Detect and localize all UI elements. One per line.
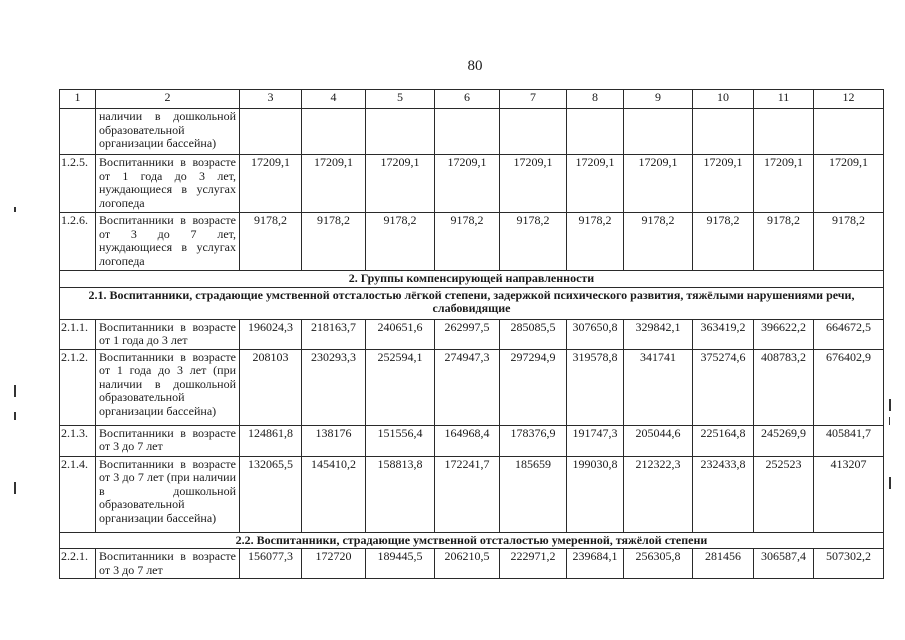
value-cell: 132065,5 <box>240 456 302 532</box>
row-description: Воспитанники в возрасте от 1 года до 3 лет, нуждающиеся в услугах логопеда <box>96 155 240 213</box>
value-cell: 297294,9 <box>500 349 567 425</box>
section-row <box>60 287 884 319</box>
value-cell: 172720 <box>302 549 366 579</box>
row-index: 1.2.6. <box>60 213 96 271</box>
header-row <box>60 90 884 109</box>
value-cell: 172241,7 <box>435 456 500 532</box>
table-body <box>60 90 884 579</box>
row-description: Воспитанники в возрасте от 1 года до 3 лет <box>96 319 240 349</box>
row-index: 1.2.5. <box>60 155 96 213</box>
value-cell: 158813,8 <box>366 456 435 532</box>
value-cell: 17209,1 <box>366 155 435 213</box>
value-cell: 17209,1 <box>567 155 624 213</box>
header-cell: 4 <box>302 90 366 109</box>
value-cell: 189445,5 <box>366 549 435 579</box>
value-cell: 408783,2 <box>754 349 814 425</box>
scan-artifact <box>889 477 891 489</box>
value-cell: 212322,3 <box>624 456 693 532</box>
table-row <box>60 155 884 213</box>
value-cell: 17209,1 <box>500 155 567 213</box>
section-title: 2.1. Воспитанники, страдающие умственной отсталостью лёгкой степени, задержкой психического развития, тяжёлыми нарушениями речи, слабовидящие <box>60 287 884 319</box>
value-cell: 206210,5 <box>435 549 500 579</box>
table-row <box>60 213 884 271</box>
value-cell: 185659 <box>500 456 567 532</box>
value-cell: 256305,8 <box>624 549 693 579</box>
value-cell <box>693 109 754 155</box>
value-cell: 262997,5 <box>435 319 500 349</box>
value-cell: 240651,6 <box>366 319 435 349</box>
value-cell <box>366 109 435 155</box>
value-cell: 341741 <box>624 349 693 425</box>
header-cell: 8 <box>567 90 624 109</box>
header-cell: 11 <box>754 90 814 109</box>
row-description: Воспитанники в возрасте от 3 до 7 лет, нуждающиеся в услугах логопеда <box>96 213 240 271</box>
row-description: наличии в дошкольной образовательной организации бассейна) <box>96 109 240 155</box>
value-cell: 17209,1 <box>302 155 366 213</box>
table-row <box>60 549 884 579</box>
value-cell: 9178,2 <box>366 213 435 271</box>
value-cell <box>500 109 567 155</box>
value-cell: 676402,9 <box>814 349 884 425</box>
value-cell <box>435 109 500 155</box>
value-cell <box>567 109 624 155</box>
table-row <box>60 425 884 456</box>
value-cell <box>302 109 366 155</box>
value-cell: 17209,1 <box>693 155 754 213</box>
header-cell: 7 <box>500 90 567 109</box>
value-cell: 319578,8 <box>567 349 624 425</box>
header-cell: 12 <box>814 90 884 109</box>
section-title: 2.2. Воспитанники, страдающие умственной отсталостью умеренной, тяжёлой степени <box>60 532 884 549</box>
header-cell: 6 <box>435 90 500 109</box>
value-cell: 285085,5 <box>500 319 567 349</box>
value-cell: 199030,8 <box>567 456 624 532</box>
row-description: Воспитанники в возрасте от 3 до 7 лет <box>96 425 240 456</box>
value-cell: 252594,1 <box>366 349 435 425</box>
value-cell: 138176 <box>302 425 366 456</box>
value-cell: 17209,1 <box>754 155 814 213</box>
tariff-table <box>59 89 884 579</box>
value-cell: 9178,2 <box>754 213 814 271</box>
value-cell: 151556,4 <box>366 425 435 456</box>
value-cell: 9178,2 <box>500 213 567 271</box>
value-cell: 156077,3 <box>240 549 302 579</box>
row-description: Воспитанники в возрасте от 3 до 7 лет (при наличии в дошкольной образовательной организации бассейна) <box>96 456 240 532</box>
value-cell: 9178,2 <box>302 213 366 271</box>
value-cell: 9178,2 <box>814 213 884 271</box>
section-title: 2. Группы компенсирующей направленности <box>60 271 884 288</box>
value-cell: 178376,9 <box>500 425 567 456</box>
value-cell <box>814 109 884 155</box>
value-cell: 232433,8 <box>693 456 754 532</box>
table-row <box>60 456 884 532</box>
value-cell: 329842,1 <box>624 319 693 349</box>
value-cell: 208103 <box>240 349 302 425</box>
scan-artifact <box>889 417 890 425</box>
page-number: 80 <box>467 58 483 74</box>
table-row <box>60 109 884 155</box>
value-cell: 664672,5 <box>814 319 884 349</box>
header-cell: 2 <box>96 90 240 109</box>
value-cell: 363419,2 <box>693 319 754 349</box>
header-cell: 9 <box>624 90 693 109</box>
scan-artifact <box>889 399 891 411</box>
value-cell: 17209,1 <box>814 155 884 213</box>
table-row <box>60 349 884 425</box>
row-description: Воспитанники в возрасте от 3 до 7 лет <box>96 549 240 579</box>
value-cell: 9178,2 <box>435 213 500 271</box>
value-cell: 222971,2 <box>500 549 567 579</box>
header-cell: 10 <box>693 90 754 109</box>
value-cell: 124861,8 <box>240 425 302 456</box>
scan-artifact <box>14 482 16 494</box>
value-cell: 196024,3 <box>240 319 302 349</box>
value-cell: 145410,2 <box>302 456 366 532</box>
header-cell: 1 <box>60 90 96 109</box>
value-cell <box>240 109 302 155</box>
value-cell: 17209,1 <box>240 155 302 213</box>
value-cell: 245269,9 <box>754 425 814 456</box>
row-index: 2.1.2. <box>60 349 96 425</box>
section-row <box>60 532 884 549</box>
value-cell: 507302,2 <box>814 549 884 579</box>
value-cell: 9178,2 <box>693 213 754 271</box>
value-cell: 274947,3 <box>435 349 500 425</box>
value-cell: 281456 <box>693 549 754 579</box>
scan-artifact <box>14 385 16 397</box>
value-cell: 230293,3 <box>302 349 366 425</box>
scan-artifact <box>14 412 16 420</box>
table-row <box>60 319 884 349</box>
value-cell: 405841,7 <box>814 425 884 456</box>
value-cell: 9178,2 <box>624 213 693 271</box>
value-cell: 225164,8 <box>693 425 754 456</box>
row-index: 2.1.4. <box>60 456 96 532</box>
row-index: 2.2.1. <box>60 549 96 579</box>
row-index <box>60 109 96 155</box>
value-cell: 252523 <box>754 456 814 532</box>
value-cell: 17209,1 <box>435 155 500 213</box>
value-cell <box>624 109 693 155</box>
value-cell: 164968,4 <box>435 425 500 456</box>
row-index: 2.1.3. <box>60 425 96 456</box>
row-index: 2.1.1. <box>60 319 96 349</box>
value-cell <box>754 109 814 155</box>
value-cell: 239684,1 <box>567 549 624 579</box>
header-cell: 5 <box>366 90 435 109</box>
value-cell: 205044,6 <box>624 425 693 456</box>
value-cell: 17209,1 <box>624 155 693 213</box>
value-cell: 413207 <box>814 456 884 532</box>
value-cell: 9178,2 <box>567 213 624 271</box>
value-cell: 191747,3 <box>567 425 624 456</box>
value-cell: 396622,2 <box>754 319 814 349</box>
value-cell: 307650,8 <box>567 319 624 349</box>
section-row <box>60 271 884 288</box>
value-cell: 218163,7 <box>302 319 366 349</box>
value-cell: 375274,6 <box>693 349 754 425</box>
scan-artifact <box>14 207 16 212</box>
value-cell: 306587,4 <box>754 549 814 579</box>
value-cell: 9178,2 <box>240 213 302 271</box>
header-cell: 3 <box>240 90 302 109</box>
row-description: Воспитанники в возрасте от 1 года до 3 лет (при наличии в дошкольной образовательной организации бассейна) <box>96 349 240 425</box>
